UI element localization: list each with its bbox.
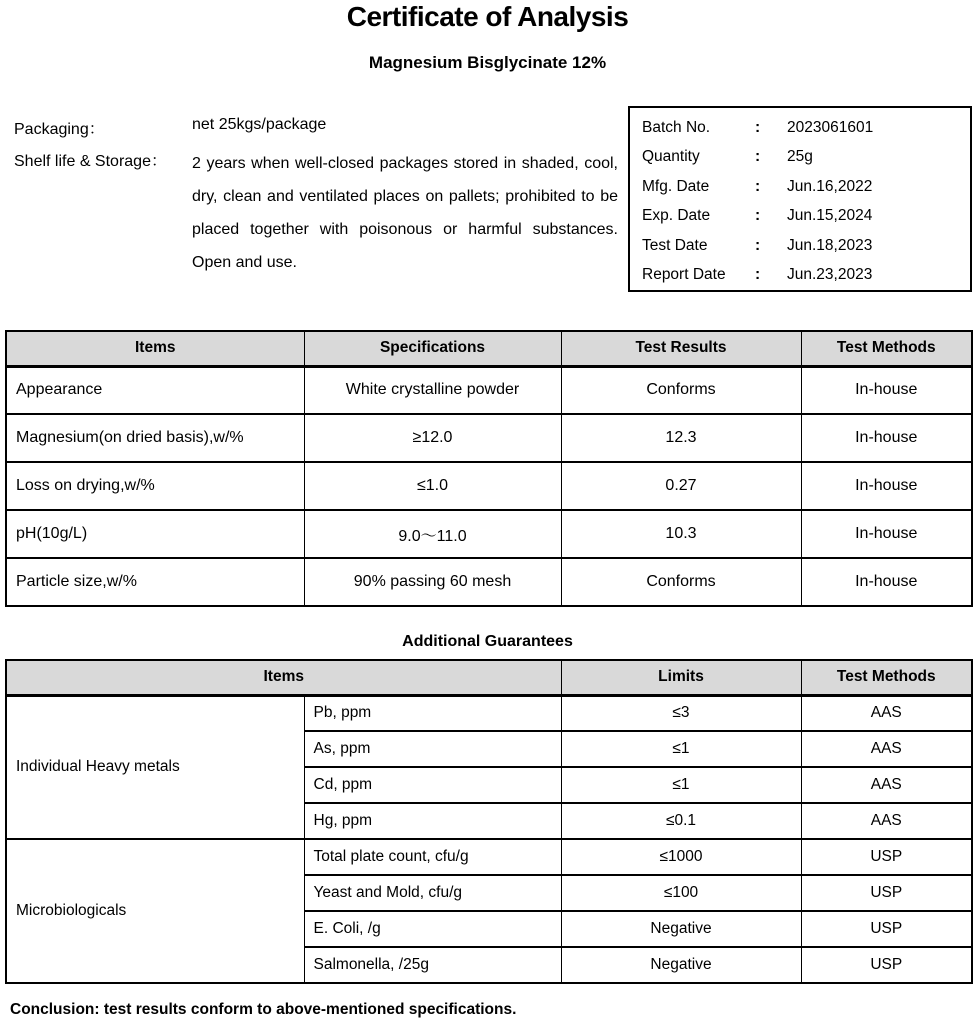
separator: : xyxy=(755,148,761,166)
limit-cell: Negative xyxy=(561,947,801,983)
separator: : xyxy=(755,118,761,136)
limit-cell: ≤1 xyxy=(561,731,801,767)
page-title: Certificate of Analysis xyxy=(346,1,629,32)
sub-item-cell: As, ppm xyxy=(304,731,561,767)
item-cell: Particle size,w/% xyxy=(6,558,304,606)
table-row xyxy=(6,510,972,558)
report-date-row xyxy=(642,266,970,284)
sub-item-cell: Yeast and Mold, cfu/g xyxy=(304,875,561,911)
test-result-cell: Conforms xyxy=(561,558,801,606)
group-cell-heavy-metals: Individual Heavy metals xyxy=(6,695,304,839)
table-row xyxy=(6,366,972,414)
table-row xyxy=(6,839,972,875)
test-method-cell: In-house xyxy=(801,462,972,510)
exp-date-row xyxy=(642,207,970,225)
test-method-cell: In-house xyxy=(801,366,972,414)
results-header-test-methods: Test Methods xyxy=(801,331,972,366)
results-header-test-results: Test Results xyxy=(561,331,801,366)
item-cell: Loss on drying,w/% xyxy=(6,462,304,510)
specification-cell: 9.0～11.0 xyxy=(304,510,561,558)
specification-cell: 90% passing 60 mesh xyxy=(304,558,561,606)
mfg-date-row xyxy=(642,178,970,196)
test-method-cell: USP xyxy=(801,947,972,983)
separator: : xyxy=(755,266,761,284)
table-row xyxy=(6,462,972,510)
test-result-cell: Conforms xyxy=(561,366,801,414)
limit-cell: ≤3 xyxy=(561,695,801,731)
packaging-row xyxy=(14,116,624,139)
limit-cell: Negative xyxy=(561,911,801,947)
conclusion-text: Conclusion: test results conform to above-mentioned specifications. xyxy=(10,1001,517,1018)
separator: : xyxy=(755,236,761,254)
test-method-cell: AAS xyxy=(801,731,972,767)
test-method-cell: In-house xyxy=(801,414,972,462)
guarantees-header-items: Items xyxy=(6,660,561,695)
results-table xyxy=(5,330,973,607)
specification-cell: ≥12.0 xyxy=(304,414,561,462)
limit-cell: ≤1000 xyxy=(561,839,801,875)
batch-no-label: Batch No. xyxy=(642,118,711,136)
test-result-cell: 0.27 xyxy=(561,462,801,510)
quantity-row xyxy=(642,148,970,166)
item-cell: Appearance xyxy=(6,366,304,414)
storage-value: 2 years when well-closed packages stored in shaded, cool, dry, clean and ventilated places on pallets; prohibited to be placed together with poisonous or harmful substances. Open and use. xyxy=(192,155,618,271)
test-result-cell: 12.3 xyxy=(561,414,801,462)
test-method-cell: AAS xyxy=(801,803,972,839)
packaging-label: Packaging： xyxy=(14,121,105,138)
exp-date-label: Exp. Date xyxy=(642,207,711,225)
report-date-value: Jun.23,2023 xyxy=(787,266,873,284)
batch-info-box xyxy=(628,106,972,292)
separator: : xyxy=(755,177,761,195)
limit-cell: ≤100 xyxy=(561,875,801,911)
test-date-label: Test Date xyxy=(642,236,708,254)
table-row xyxy=(6,695,972,731)
test-date-row xyxy=(642,237,970,255)
item-cell: Magnesium(on dried basis),w/% xyxy=(6,414,304,462)
sub-item-cell: Salmonella, /25g xyxy=(304,947,561,983)
sub-item-cell: Pb, ppm xyxy=(304,695,561,731)
item-cell: pH(10g/L) xyxy=(6,510,304,558)
sub-item-cell: Total plate count, cfu/g xyxy=(304,839,561,875)
storage-label: Shelf life & Storage： xyxy=(14,153,167,170)
results-header-specifications: Specifications xyxy=(304,331,561,366)
limit-cell: ≤1 xyxy=(561,767,801,803)
packaging-value: net 25kgs/package xyxy=(192,116,327,133)
sub-item-cell: Hg, ppm xyxy=(304,803,561,839)
test-method-cell: USP xyxy=(801,911,972,947)
group-cell-microbiologicals: Microbiologicals xyxy=(6,839,304,983)
guarantees-table xyxy=(5,659,973,984)
separator: : xyxy=(755,207,761,225)
additional-guarantees-title: Additional Guarantees xyxy=(402,633,573,650)
specification-cell: ≤1.0 xyxy=(304,462,561,510)
specification-cell: White crystalline powder xyxy=(304,366,561,414)
sub-item-cell: Cd, ppm xyxy=(304,767,561,803)
test-method-cell: AAS xyxy=(801,695,972,731)
sub-item-cell: E. Coli, /g xyxy=(304,911,561,947)
test-method-cell: In-house xyxy=(801,510,972,558)
test-result-cell: 10.3 xyxy=(561,510,801,558)
limit-cell: ≤0.1 xyxy=(561,803,801,839)
test-method-cell: In-house xyxy=(801,558,972,606)
report-date-label: Report Date xyxy=(642,266,726,284)
quantity-value: 25g xyxy=(787,148,813,166)
storage-row xyxy=(14,148,618,279)
guarantees-header-test-methods: Test Methods xyxy=(801,660,972,695)
results-header-items: Items xyxy=(6,331,304,366)
batch-no-value: 2023061601 xyxy=(787,118,874,136)
results-header-row xyxy=(6,331,972,366)
guarantees-header-row xyxy=(6,660,972,695)
guarantees-header-limits: Limits xyxy=(561,660,801,695)
batch-no-row xyxy=(642,119,970,137)
test-method-cell: AAS xyxy=(801,767,972,803)
mfg-date-value: Jun.16,2022 xyxy=(787,177,873,195)
product-name: Magnesium Bisglycinate 12% xyxy=(368,53,607,72)
exp-date-value: Jun.15,2024 xyxy=(787,207,873,225)
quantity-label: Quantity xyxy=(642,148,700,166)
table-row xyxy=(6,414,972,462)
test-date-value: Jun.18,2023 xyxy=(787,236,873,254)
test-method-cell: USP xyxy=(801,875,972,911)
test-method-cell: USP xyxy=(801,839,972,875)
table-row xyxy=(6,558,972,606)
mfg-date-label: Mfg. Date xyxy=(642,177,710,195)
